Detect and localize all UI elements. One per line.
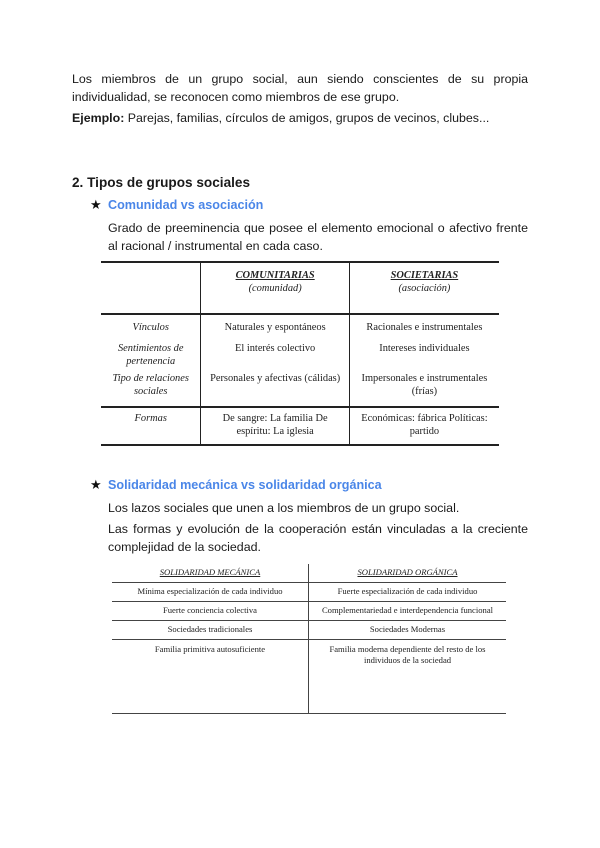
bullet-text: Las formas y evolución de la cooperación están vinculadas a la creciente complejidad de la sociedad. [108, 522, 528, 554]
star-icon: ★ [90, 197, 102, 212]
row-label: Vínculos [101, 314, 201, 340]
bullet-title: Solidaridad mecánica vs solidaridad orgánica [108, 478, 382, 492]
header-subtitle: (comunidad) [248, 283, 302, 294]
cell-mecanica: Familia primitiva autosuficiente [112, 640, 309, 714]
cell-societarias: Económicas: fábrica Políticas: partido [349, 407, 499, 445]
cell-mecanica: Sociedades tradicionales [112, 621, 309, 640]
table-header-row [101, 262, 499, 314]
cell-mecanica: Fuerte conciencia colectiva [112, 602, 309, 621]
header-comunitarias [201, 262, 349, 314]
cell-societarias: Intereses individuales [379, 343, 470, 354]
header-mecanica: SOLIDARIDAD MECÁNICA [112, 564, 309, 583]
header-title: COMUNITARIAS [235, 270, 315, 281]
example-paragraph [72, 109, 528, 127]
bullet-text: Los lazos sociales que unen a los miembros de un grupo social. [108, 501, 460, 515]
intro-paragraph [72, 70, 528, 106]
header-subtitle: (asociación) [398, 283, 451, 294]
table-row [101, 314, 499, 340]
cell-organica: Complementariedad e interdependencia funcional [309, 602, 507, 621]
cell-organica: Sociedades Modernas [309, 621, 507, 640]
cell-comunitarias: Naturales y espontáneos [201, 314, 349, 340]
row-label: Formas [101, 407, 201, 445]
header-organica: SOLIDARIDAD ORGÁNICA [309, 564, 507, 583]
star-icon: ★ [90, 477, 102, 492]
table-row [112, 583, 506, 602]
table-row [101, 340, 499, 370]
row-label: Sentimientos de pertenencia [101, 340, 201, 370]
cell-comunitarias: Personales y afectivas (cálidas) [201, 370, 349, 407]
example-label: Ejemplo: [72, 111, 125, 125]
cell-comunitarias: El interés colectivo [201, 340, 349, 370]
header-societarias [349, 262, 499, 314]
example-text: Parejas, familias, círculos de amigos, grupos de vecinos, clubes... [124, 111, 490, 125]
cell-comunitarias: De sangre: La familia De espíritu: La iglesia [201, 407, 349, 445]
intro-text: Los miembros de un grupo social, aun siendo conscientes de su propia individualidad, se reconocen como miembros de ese grupo. [72, 72, 528, 104]
bullet-solidaridad [90, 477, 382, 493]
table-header-row [112, 564, 506, 583]
solidaridad-table [112, 564, 506, 714]
cell-organica: Familia moderna dependiente del resto de los individuos de la sociedad [309, 640, 507, 714]
cell-mecanica: Mínima especialización de cada individuo [112, 583, 309, 602]
cell-societarias: Racionales e instrumentales [349, 314, 499, 340]
table-row [112, 621, 506, 640]
header-empty-cell [101, 262, 201, 314]
cell-societarias: Impersonales e instrumentales (frías) [361, 373, 488, 397]
table-row [112, 640, 506, 714]
table-row [101, 407, 499, 445]
comunidad-table [101, 261, 499, 446]
cell-organica: Fuerte especialización de cada individuo [309, 583, 507, 602]
bullet-text: Grado de preeminencia que posee el elemento emocional o afectivo frente al racional / instrumental en cada caso. [108, 221, 528, 253]
header-title: SOCIETARIAS [390, 270, 459, 281]
section-title: 2. Tipos de grupos sociales [72, 175, 251, 190]
table-row [101, 370, 499, 407]
bullet-title: Comunidad vs asociación [108, 198, 264, 212]
row-label: Tipo de relaciones sociales [101, 370, 201, 407]
table-row [112, 602, 506, 621]
bullet-comunidad [90, 197, 263, 213]
